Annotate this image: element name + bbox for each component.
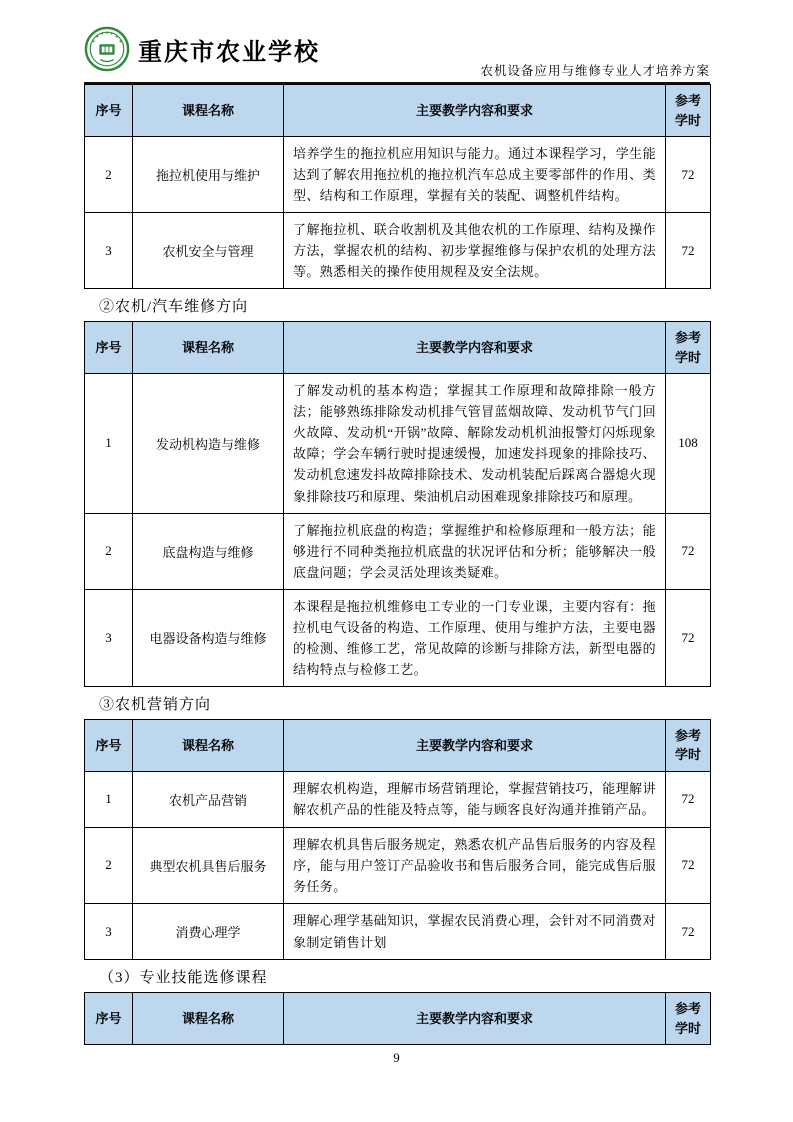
table-row (85, 374, 711, 513)
col-header-course: 课程名称 (133, 85, 284, 137)
course-name: 底盘构造与维修 (133, 513, 284, 589)
document-header (84, 26, 710, 84)
col-header-hours: 参考 学时 (666, 993, 711, 1045)
col-header-content: 主要教学内容和要求 (284, 993, 666, 1045)
col-header-hours: 参考 学时 (666, 322, 711, 374)
row-no: 2 (85, 137, 133, 213)
col-header-content: 主要教学内容和要求 (284, 85, 666, 137)
course-hours: 72 (666, 513, 711, 589)
col-header-hours: 参考 学时 (666, 85, 711, 137)
course-hours: 108 (666, 374, 711, 513)
col-header-no: 序号 (85, 322, 133, 374)
course-content: 了解发动机的基本构造；掌握其工作原理和故障排除一般方法；能够熟练排除发动机排气管冒蓝烟故障、发动机节气门回火故障、发动机“开锅”故障、解除发动机机油报警灯闪烁现象故障；学会车辆行驶时提速缓慢，加速发抖现象的排除技巧、发动机怠速发抖故障排除技术、发动机装配后踩离合器熄火现象排除技巧和原理、柴油机启动困难现象排除技巧和原理。 (284, 374, 666, 513)
col-header-course: 课程名称 (133, 993, 284, 1045)
row-no: 3 (85, 213, 133, 289)
table-row (85, 589, 711, 686)
col-header-no: 序号 (85, 85, 133, 137)
row-no: 1 (85, 771, 133, 827)
col-header-course: 课程名称 (133, 719, 284, 771)
table-header-row (85, 719, 711, 771)
col-header-content: 主要教学内容和要求 (284, 322, 666, 374)
document-title: 农机设备应用与维修专业人才培养方案 (480, 64, 710, 78)
table-row (85, 513, 711, 589)
row-no: 1 (85, 374, 133, 513)
row-no: 2 (85, 827, 133, 903)
table-row (85, 213, 711, 289)
row-no: 3 (85, 589, 133, 686)
course-content: 理解农机构造，理解市场营销理论，掌握营销技巧，能理解讲解农机产品的性能及特点等，能与顾客良好沟通并推销产品。 (284, 771, 666, 827)
course-table-elective (84, 992, 711, 1045)
course-name: 农机产品营销 (133, 771, 284, 827)
col-header-content: 主要教学内容和要求 (284, 719, 666, 771)
course-table-repair-direction (84, 321, 711, 687)
course-hours: 72 (666, 137, 711, 213)
course-name: 拖拉机使用与维护 (133, 137, 284, 213)
course-hours: 72 (666, 827, 711, 903)
course-content: 了解拖拉机底盘的构造；掌握维护和检修原理和一般方法；能够进行不同种类拖拉机底盘的状况评估和分析；能够解决一般底盘问题；学会灵活处理该类疑难。 (284, 513, 666, 589)
table-header-row (85, 322, 711, 374)
course-hours: 72 (666, 771, 711, 827)
course-table-core (84, 84, 711, 289)
course-hours: 72 (666, 213, 711, 289)
table-row (85, 137, 711, 213)
course-content: 理解农机具售后服务规定，熟悉农机产品售后服务的内容及程序，能与用户签订产品验收书和售后服务合同，能完成售后服务任务。 (284, 827, 666, 903)
course-content: 理解心理学基础知识，掌握农民消费心理，会针对不同消费对象制定销售计划 (284, 904, 666, 960)
course-name: 农机安全与管理 (133, 213, 284, 289)
col-header-course: 课程名称 (133, 322, 284, 374)
course-content: 本课程是拖拉机维修电工专业的一门专业课，主要内容有：拖拉机电气设备的构造、工作原理、使用与维护方法，主要电器的检测、维修工艺，常见故障的诊断与排除方法，新型电器的结构特点与检修工艺。 (284, 589, 666, 686)
course-hours: 72 (666, 589, 711, 686)
course-content: 培养学生的拖拉机应用知识与能力。通过本课程学习，学生能达到了解农用拖拉机的拖拉机汽车总成主要零部件的作用、类型、结构和工作原理，掌握有关的装配、调整机件结构。 (284, 137, 666, 213)
school-logo-icon (84, 26, 130, 72)
table-row (85, 771, 711, 827)
table-header-row (85, 85, 711, 137)
col-header-no: 序号 (85, 993, 133, 1045)
col-header-hours: 参考 学时 (666, 719, 711, 771)
course-name: 电器设备构造与维修 (133, 589, 284, 686)
table-row (85, 904, 711, 960)
row-no: 3 (85, 904, 133, 960)
section-heading-elective-skill-courses: （3）专业技能选修课程 (99, 970, 268, 987)
course-hours: 72 (666, 904, 711, 960)
course-name: 发动机构造与维修 (133, 374, 284, 513)
course-name: 典型农机具售后服务 (133, 827, 284, 903)
section-heading-machinery-vehicle-repair: ②农机/汽车维修方向 (99, 299, 249, 316)
section-heading-machinery-marketing: ③农机营销方向 (99, 696, 212, 713)
school-name: 重庆市农业学校 (138, 39, 320, 66)
course-content: 了解拖拉机、联合收割机及其他农机的工作原理、结构及操作方法，掌握农机的结构、初步掌握维修与保护农机的处理方法等。熟悉相关的操作使用规程及安全法规。 (284, 213, 666, 289)
course-table-marketing-direction (84, 719, 711, 960)
table-row (85, 827, 711, 903)
table-header-row (85, 993, 711, 1045)
row-no: 2 (85, 513, 133, 589)
col-header-no: 序号 (85, 719, 133, 771)
course-name: 消费心理学 (133, 904, 284, 960)
page-number: 9 (393, 1050, 400, 1065)
